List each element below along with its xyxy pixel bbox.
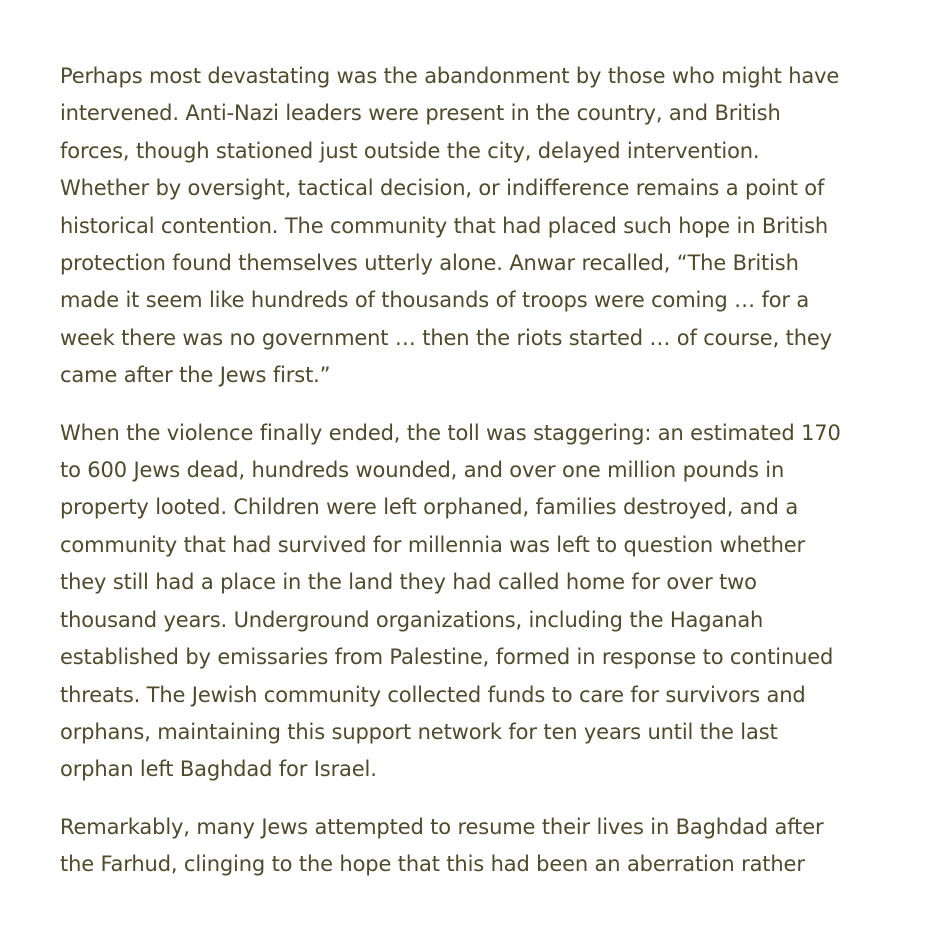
text-line: intervened. Anti-Nazi leaders were present in the country, and British [60, 101, 781, 126]
text-line: property looted. Children were left orphaned, families destroyed, and a [60, 495, 799, 520]
document-page [60, 58, 880, 904]
text-line: orphan left Baghdad for Israel. [60, 757, 377, 782]
text-line: threats. The Jewish community collected funds to care for survivors and [60, 682, 806, 707]
text-line: protection found themselves utterly alone. Anwar recalled, “The British [60, 251, 799, 276]
text-line: week there was no government … then the riots started … of course, they [60, 325, 832, 350]
text-line: established by emissaries from Palestine, formed in response to continued [60, 645, 834, 670]
text-line: came after the Jews first.” [60, 363, 331, 388]
text-line: community that had survived for millennia was left to question whether [60, 532, 806, 557]
text-line: historical contention. The community that had placed such hope in British [60, 213, 829, 238]
text-line: thousand years. Underground organizations, including the Haganah [60, 607, 764, 632]
text-line: to 600 Jews dead, hundreds wounded, and over one million pounds in [60, 458, 785, 483]
text-line: they still had a place in the land they had called home for over two [60, 570, 757, 595]
text-line: made it seem like hundreds of thousands of troops were coming … for a [60, 288, 810, 313]
text-line: forces, though stationed just outside the city, delayed intervention. [60, 138, 760, 163]
text-line: orphans, maintaining this support network for ten years until the last [60, 719, 778, 744]
paragraph-toll [60, 415, 880, 789]
text-line: When the violence finally ended, the toll was staggering: an estimated 170 [60, 420, 841, 445]
paragraph-resume [60, 809, 880, 884]
text-line: the Farhud, clinging to the hope that this had been an aberration rather [60, 852, 805, 877]
text-line: Remarkably, many Jews attempted to resume their lives in Baghdad after [60, 814, 824, 839]
text-line: Whether by oversight, tactical decision, or indifference remains a point of [60, 176, 825, 201]
paragraph-abandonment [60, 58, 880, 395]
text-line: Perhaps most devastating was the abandonment by those who might have [60, 64, 840, 88]
